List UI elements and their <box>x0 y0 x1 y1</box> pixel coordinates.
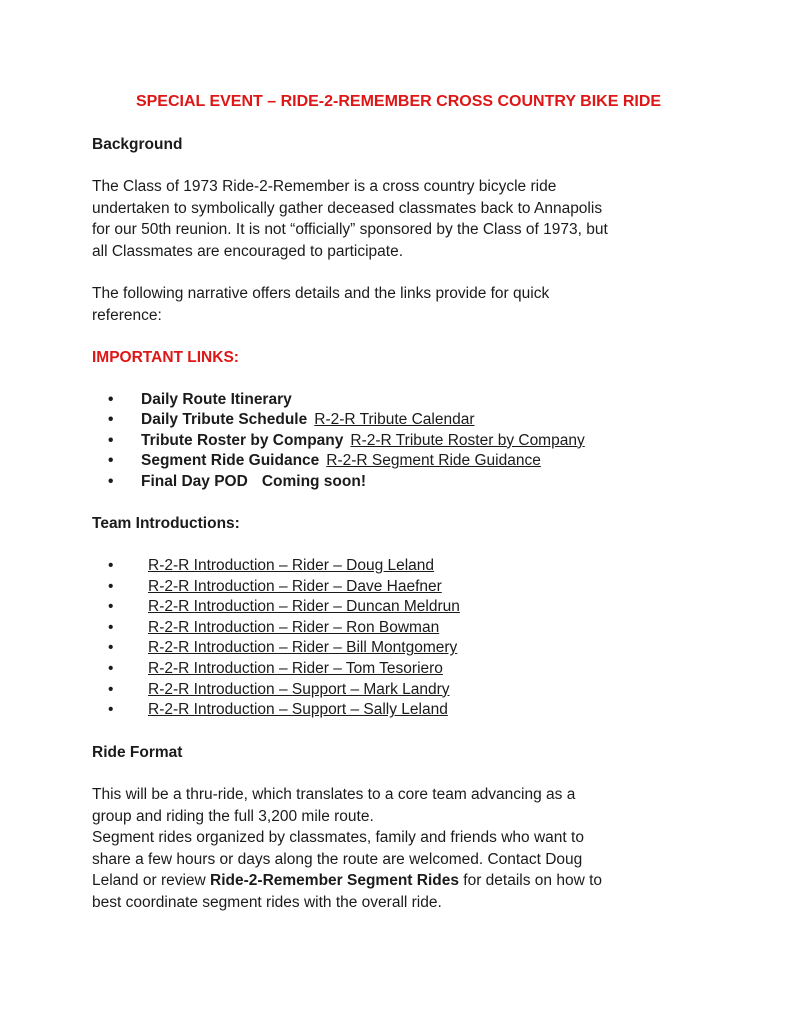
link-r2r-tribute-calendar[interactable]: R-2-R Tribute Calendar <box>314 411 475 429</box>
item-label: Daily Tribute Schedule <box>141 411 308 429</box>
paragraph-line: undertaken to symbolically gather deceased classmates back to Annapolis <box>92 199 603 217</box>
heading-important-links: IMPORTANT LINKS: <box>92 349 239 366</box>
list-item <box>141 618 705 639</box>
paragraph-line-with-bold <box>92 870 705 892</box>
link-intro-bill-montgomery[interactable]: R-2-R Introduction – Rider – Bill Montgomery <box>148 639 458 657</box>
list-item <box>141 577 705 598</box>
link-intro-mark-landry[interactable]: R-2-R Introduction – Support – Mark Landry <box>148 680 450 698</box>
list-item-daily-route-itinerary <box>141 390 705 411</box>
page-title: SPECIAL EVENT – RIDE-2-REMEMBER CROSS COUNTRY BIKE RIDE <box>135 93 662 110</box>
paragraph-line: all Classmates are encouraged to participate. <box>92 242 404 260</box>
item-label: Final Day POD <box>141 472 248 490</box>
paragraph-ride-format <box>92 784 705 913</box>
link-intro-dave-haefner[interactable]: R-2-R Introduction – Rider – Dave Haefner <box>148 577 442 595</box>
important-links-list <box>92 390 705 493</box>
item-note: Coming soon! <box>261 472 366 490</box>
paragraph-line: best coordinate segment rides with the overall ride. <box>92 893 442 911</box>
item-label: Daily Route Itinerary <box>141 390 292 408</box>
list-item <box>141 638 705 659</box>
list-item <box>141 659 705 680</box>
list-item-final-day-pod <box>141 472 705 493</box>
heading-ride-format: Ride Format <box>92 743 183 761</box>
item-label: Segment Ride Guidance <box>141 452 320 470</box>
list-item <box>141 556 705 577</box>
paragraph-line: Segment rides organized by classmates, family and friends who want to <box>92 829 584 847</box>
link-intro-doug-leland[interactable]: R-2-R Introduction – Rider – Doug Leland <box>148 556 435 574</box>
list-item-segment-ride-guidance <box>141 451 705 472</box>
list-item-daily-tribute-schedule <box>141 410 705 431</box>
link-intro-ron-bowman[interactable]: R-2-R Introduction – Rider – Ron Bowman <box>148 618 440 636</box>
paragraph-line: reference: <box>92 306 162 324</box>
paragraph-line: The following narrative offers details and the links provide for quick <box>92 285 550 302</box>
paragraph-line: This will be a thru-ride, which translates to a core team advancing as a <box>92 786 576 804</box>
link-intro-duncan-meldrun[interactable]: R-2-R Introduction – Rider – Duncan Meldrun <box>148 598 460 616</box>
line-suffix: for details on how to <box>458 872 603 890</box>
link-r2r-segment-ride-guidance[interactable]: R-2-R Segment Ride Guidance <box>326 452 541 470</box>
link-intro-sally-leland[interactable]: R-2-R Introduction – Support – Sally Leland <box>148 701 448 719</box>
list-item <box>141 680 705 701</box>
paragraph-line: The Class of 1973 Ride-2-Remember is a cross country bicycle ride <box>92 178 557 195</box>
link-r2r-tribute-roster[interactable]: R-2-R Tribute Roster by Company <box>350 431 585 449</box>
list-item <box>141 597 705 618</box>
line-prefix: Leland or review <box>92 872 211 890</box>
link-intro-tom-tesoriero[interactable]: R-2-R Introduction – Rider – Tom Tesoriero <box>148 659 443 677</box>
heading-background: Background <box>92 135 183 153</box>
list-item <box>141 700 705 721</box>
item-label: Tribute Roster by Company <box>141 431 344 449</box>
heading-team-introductions: Team Introductions: <box>92 515 240 533</box>
team-introductions-list <box>92 556 705 721</box>
paragraph-line: group and riding the full 3,200 mile route. <box>92 807 374 825</box>
paragraph-background <box>92 176 705 262</box>
segment-rides-bold-text: Ride-2-Remember Segment Rides <box>210 872 459 890</box>
list-item-tribute-roster <box>141 431 705 452</box>
paragraph-intro-links <box>92 283 705 326</box>
paragraph-line: for our 50th reunion. It is not “officially” sponsored by the Class of 1973, but <box>92 221 608 238</box>
paragraph-line: share a few hours or days along the route are welcomed. Contact Doug <box>92 850 583 868</box>
